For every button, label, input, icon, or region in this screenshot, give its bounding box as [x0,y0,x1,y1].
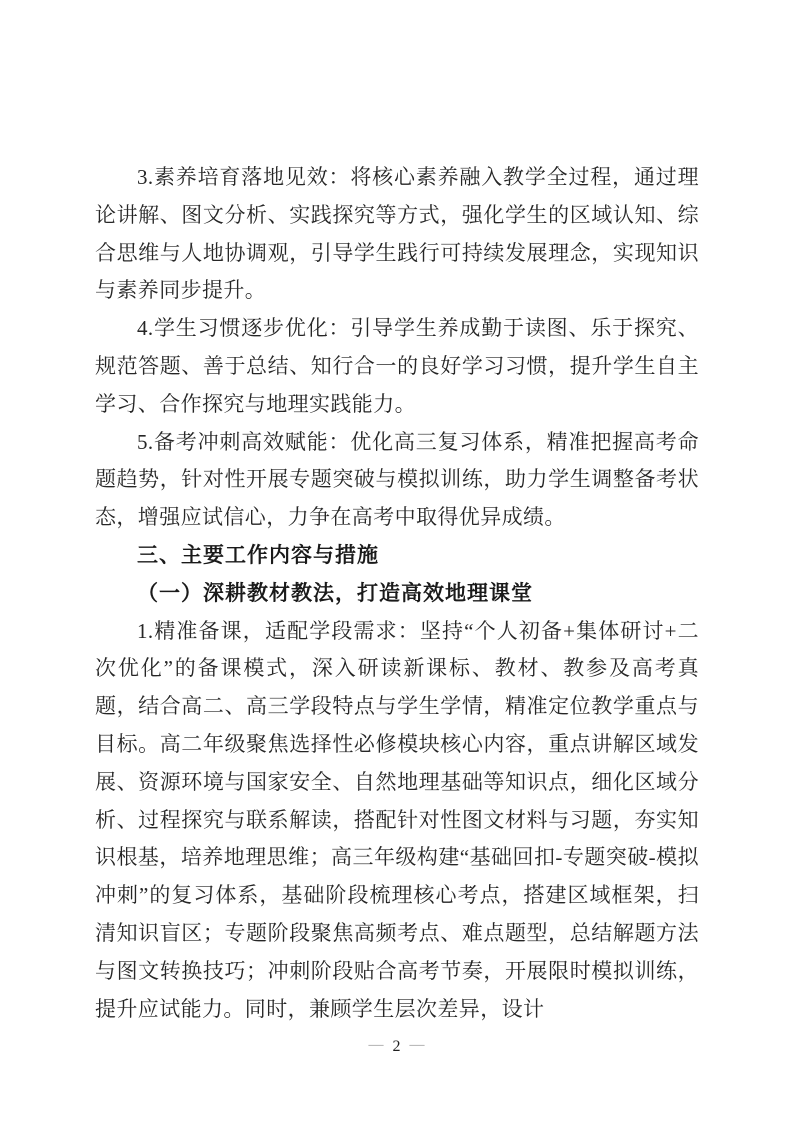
body-paragraph: 1.精准备课，适配学段需求：坚持“个人初备+集体研讨+二次优化”的备课模式，深入研读新课标、教材、教参及高考真题，结合高二、高三学段特点与学生学情，精准定位教学重点与目标。高二年级聚焦选择性必修模块核心内容，重点讲解区域发展、资源环境与国家安全、自然地理基础等知识点，细化区域分析、过程探究与联系解读，搭配针对性图文材料与习题，夯实知识根基，培养地理思维；高三年级构建“基础回扣-专题突破-模拟冲刺”的复习体系，基础阶段梳理核心考点，搭建区域框架，扫清知识盲区；专题阶段聚焦高频考点、难点题型，总结解题方法与图文转换技巧；冲刺阶段贴合高考节奏，开展限时模拟训练，提升应试能力。同时，兼顾学生层次差异，设计 [95,618,699,1021]
section-heading: 三、主要工作内容与措施 [137,543,379,567]
footer-dash-left: — [368,1037,384,1053]
body-paragraph: 5.备考冲刺高效赋能：优化高三复习体系，精准把握高考命题趋势，针对性开展专题突破与模拟训练，助力学生调整备考状态，增强应试信心，力争在高考中取得优异成绩。 [95,429,699,530]
page-footer [0,1038,793,1056]
footer-dash-right: — [409,1037,425,1053]
subsection-heading: （一）深耕教材教法，打造高效地理课堂 [137,580,533,605]
document-body [95,159,699,1028]
body-paragraph: 4.学生习惯逐步优化：引导学生养成勤于读图、乐于探究、规范答题、善于总结、知行合一的良好学习习惯，提升学生自主学习、合作探究与地理实践能力。 [95,316,699,416]
page-number: 2 [392,1038,401,1055]
body-paragraph: 3.素养培育落地见效：将核心素养融入教学全过程，通过理论讲解、图文分析、实践探究等方式，强化学生的区域认知、综合思维与人地协调观，引导学生践行可持续发展理念，实现知识与素养同步提升。 [95,165,699,303]
